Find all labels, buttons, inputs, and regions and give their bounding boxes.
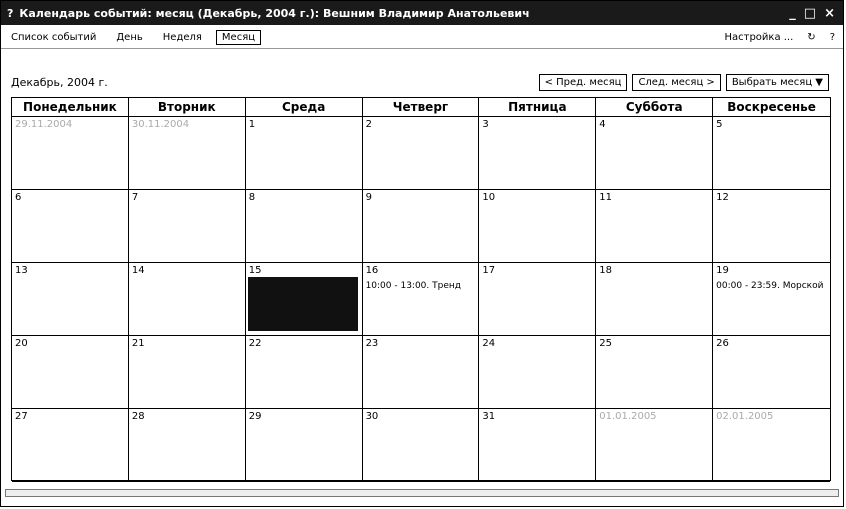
month-view-button[interactable]: Месяц	[216, 30, 261, 45]
day-cell[interactable]	[713, 190, 830, 263]
day-number: 28	[131, 411, 145, 422]
day-number: 6	[15, 192, 22, 203]
day-number: 7	[131, 192, 139, 203]
weekday-header-cell: Пятница	[479, 98, 596, 116]
day-number: 11	[599, 192, 613, 203]
week-view-button[interactable]: Неделя	[162, 32, 202, 43]
next-month-button[interactable]: След. месяц >	[632, 74, 720, 91]
day-number: 10	[482, 192, 496, 203]
day-cell[interactable]	[596, 263, 713, 336]
day-number: 13	[15, 265, 28, 276]
day-cell[interactable]	[713, 263, 830, 336]
day-cell[interactable]	[129, 263, 246, 336]
month-calendar	[11, 97, 831, 481]
day-cell[interactable]	[596, 190, 713, 263]
minimize-button[interactable]: _	[789, 5, 796, 21]
day-cell[interactable]	[129, 409, 246, 482]
day-cell[interactable]	[363, 190, 480, 263]
horizontal-scrollbar[interactable]	[5, 489, 839, 497]
day-cell[interactable]	[596, 117, 713, 190]
weekday-header	[12, 98, 830, 117]
day-cell[interactable]	[596, 336, 713, 409]
day-number: 9	[365, 192, 372, 203]
day-number: 30	[365, 411, 379, 422]
day-number: 27	[15, 411, 28, 422]
calendar-event[interactable]: 00:00 - 23:59. Морской	[716, 281, 824, 291]
day-number: 15	[248, 265, 262, 276]
day-cell[interactable]	[479, 263, 596, 336]
weekday-header-cell: Суббота	[596, 98, 713, 116]
day-number: 21	[131, 338, 145, 349]
day-number: 26	[716, 338, 729, 349]
day-number: 29.11.2004	[15, 119, 73, 130]
day-number: 02.01.2005	[716, 411, 774, 422]
day-cell[interactable]	[246, 117, 363, 190]
day-number: 18	[599, 265, 613, 276]
day-cell[interactable]	[479, 336, 596, 409]
day-cell[interactable]	[479, 409, 596, 482]
refresh-icon[interactable]: ↻	[807, 32, 816, 43]
prev-month-button[interactable]: < Пред. месяц	[539, 74, 628, 91]
day-cell[interactable]	[12, 336, 129, 409]
day-cell[interactable]	[129, 117, 246, 190]
title-bar	[1, 1, 843, 25]
events-list-button[interactable]: Список событий	[11, 32, 97, 43]
day-cell[interactable]	[12, 117, 129, 190]
day-number: 31	[482, 411, 496, 422]
day-view-button[interactable]: День	[116, 32, 143, 43]
day-number: 20	[15, 338, 28, 349]
day-number: 30.11.2004	[131, 119, 190, 130]
selected-day-highlight	[248, 277, 358, 331]
toolbar	[1, 27, 843, 49]
day-cell[interactable]	[596, 409, 713, 482]
day-number: 23	[365, 338, 379, 349]
day-cell[interactable]	[363, 409, 480, 482]
weekday-header-cell: Четверг	[363, 98, 480, 116]
calendar-event[interactable]: 10:00 - 13:00. Тренд	[365, 281, 461, 291]
day-cell[interactable]	[246, 263, 363, 336]
day-number: 17	[482, 265, 496, 276]
day-cell[interactable]	[713, 409, 830, 482]
day-cell[interactable]	[363, 263, 480, 336]
day-number: 12	[716, 192, 729, 203]
day-cell[interactable]	[363, 117, 480, 190]
day-number: 3	[482, 119, 489, 130]
day-cell[interactable]	[129, 336, 246, 409]
day-number: 25	[599, 338, 613, 349]
day-number: 22	[248, 338, 262, 349]
day-cell[interactable]	[363, 336, 480, 409]
restore-button[interactable]: □	[803, 5, 817, 21]
weekday-header-cell: Вторник	[129, 98, 246, 116]
day-cell[interactable]	[713, 336, 830, 409]
weekday-header-cell: Понедельник	[12, 98, 129, 116]
app-icon: ?	[7, 6, 14, 20]
day-cell[interactable]	[246, 409, 363, 482]
window-title: Календарь событий: месяц (Декабрь, 2004 г.): Вешним Владимир Анатольевич	[19, 6, 530, 20]
day-number: 24	[482, 338, 496, 349]
day-cell[interactable]	[12, 409, 129, 482]
day-cell[interactable]	[713, 117, 830, 190]
help-icon[interactable]: ?	[829, 32, 835, 43]
day-number: 29	[248, 411, 262, 422]
close-button[interactable]: ×	[824, 5, 835, 21]
day-cell[interactable]	[12, 263, 129, 336]
weekday-header-cell: Воскресенье	[727, 100, 816, 114]
window-controls	[789, 6, 843, 21]
weekday-header-cell: Среда	[246, 98, 363, 116]
day-number: 14	[131, 265, 145, 276]
day-cell[interactable]	[246, 336, 363, 409]
day-number: 01.01.2005	[599, 411, 657, 422]
day-number: 19	[716, 265, 729, 276]
day-number: 16	[365, 265, 379, 276]
day-cell[interactable]	[479, 190, 596, 263]
day-number: 2	[365, 119, 372, 130]
day-cell[interactable]	[12, 190, 129, 263]
month-navigation	[11, 71, 829, 93]
day-cell[interactable]	[246, 190, 363, 263]
day-cell[interactable]	[479, 117, 596, 190]
day-number: 4	[599, 119, 606, 130]
day-number: 8	[248, 192, 256, 203]
day-cell[interactable]	[129, 190, 246, 263]
day-grid	[12, 117, 830, 482]
settings-button[interactable]: Настройка ...	[724, 32, 794, 43]
day-number: 1	[248, 119, 256, 130]
choose-month-button[interactable]: Выбрать месяц ▼	[726, 74, 829, 91]
month-title: Декабрь, 2004 г.	[11, 75, 108, 89]
day-number: 5	[716, 119, 723, 130]
